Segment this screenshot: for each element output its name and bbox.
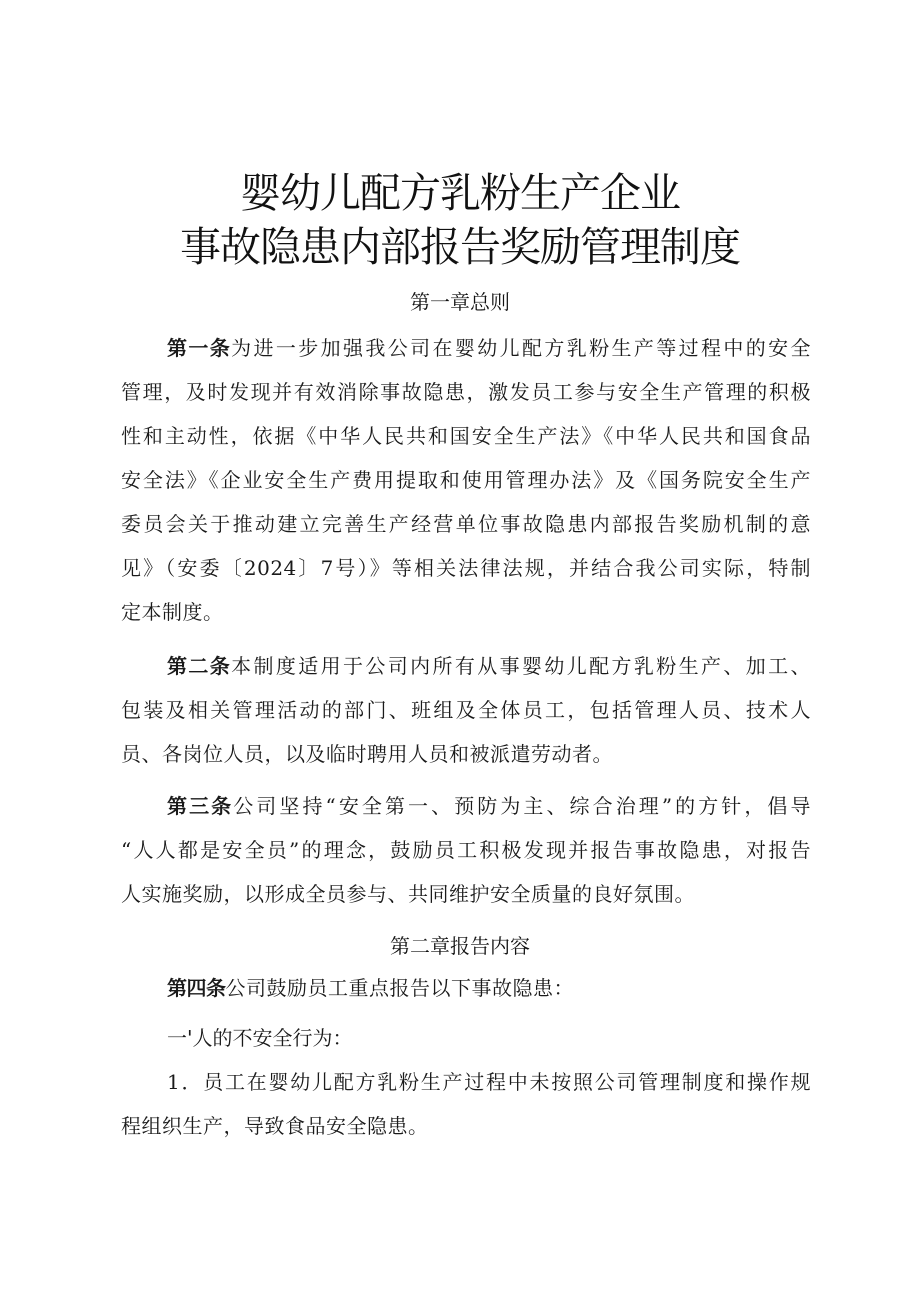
document-title-line-1: 婴幼儿配方乳粉生产企业 [240, 169, 680, 217]
article-3-line-2: “人人都是安全员”的理念，鼓励员工积极发现并报告事故隐患，对报告 [121, 838, 811, 862]
document-title-line-2: 事故隐患内部报告奖励管理制度 [180, 223, 740, 271]
article-3-label: 第三条 [167, 794, 234, 818]
article-1-line-4: 安全法》《企业安全生产费用提取和使用管理办法》及《国务院安全生产 [121, 468, 811, 492]
chapter-2-heading: 第二章报告内容 [390, 934, 530, 958]
article-1-line-2: 管理，及时发现并有效消除事故隐患，激发员工参与安全生产管理的积极 [121, 380, 811, 404]
article-1-line-6: 见》（安委〔2024〕7号）》等相关法律法规，并结合我公司实际，特制 [121, 556, 811, 580]
chapter-1-heading: 第一章总则 [410, 290, 510, 314]
item-1-line-2: 程组织生产，导致食品安全隐患。 [121, 1114, 429, 1138]
article-2-line-2: 包装及相关管理活动的部门、班组及全体员工，包括管理人员、技术人 [121, 698, 811, 722]
article-1-line-5: 委员会关于推动建立完善生产经营单位事故隐患内部报告奖励机制的意 [121, 512, 811, 536]
article-2-line-1 [167, 652, 811, 680]
article-1-line-1 [167, 334, 811, 362]
article-2-text-1: 本制度适用于公司内所有从事婴幼儿配方乳粉生产、加工、 [231, 654, 811, 678]
article-1-label: 第一条 [167, 336, 232, 360]
article-4-text: 公司鼓励员工重点报告以下事故隐患： [225, 976, 574, 1000]
article-2-label: 第二条 [167, 654, 232, 678]
article-3-line-1 [167, 792, 811, 820]
article-4-line-1 [167, 974, 811, 1002]
article-3-text-1: 公司坚持“安全第一、预防为主、综合治理”的方针，倡导 [233, 794, 812, 818]
article-1-text-1: 为进一步加强我公司在婴幼儿配方乳粉生产等过程中的安全 [231, 336, 811, 360]
item-1-line-1: 1．员工在婴幼儿配方乳粉生产过程中未按照公司管理制度和操作规 [167, 1070, 811, 1094]
article-2-line-3: 员、各岗位人员，以及临时聘用人员和被派遣劳动者。 [121, 742, 613, 766]
article-3-line-3: 人实施奖励，以形成全员参与、共同维护安全质量的良好氛围。 [121, 882, 695, 906]
article-4-label: 第四条 [167, 976, 226, 1000]
article-1-line-7: 定本制度。 [121, 600, 224, 624]
subsection-unsafe-behavior: 一'人的不安全行为： [167, 1026, 353, 1050]
article-1-line-3: 性和主动性，依据《中华人民共和国安全生产法》《中华人民共和国食品 [121, 424, 811, 448]
